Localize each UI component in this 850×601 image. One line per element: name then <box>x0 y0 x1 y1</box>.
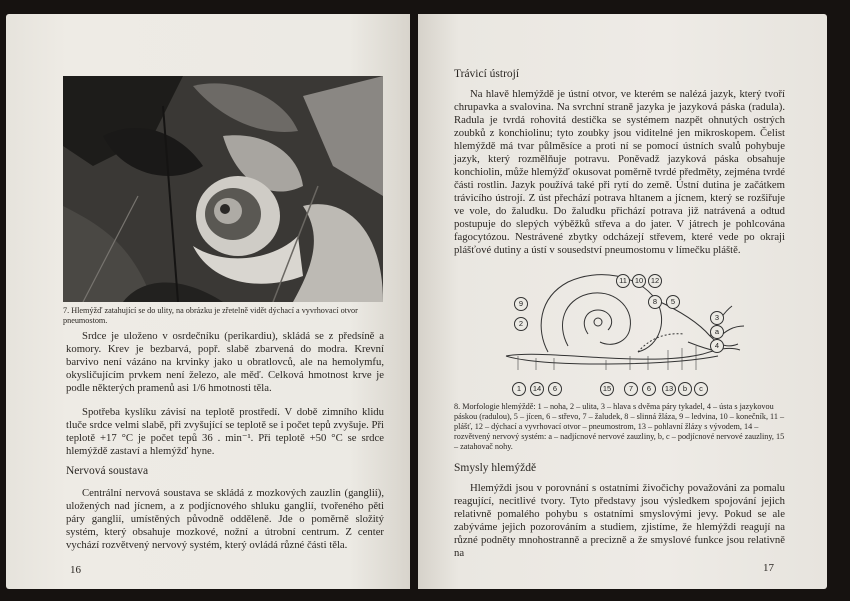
diagram-label-2: 2 <box>514 317 528 331</box>
snail-photo-image <box>63 76 383 302</box>
diagram-label-15: 15 <box>600 382 614 396</box>
heading-smysly: Smysly hlemýždě <box>454 462 537 474</box>
diagram-label-b: b <box>678 382 692 396</box>
diagram-label-9: 9 <box>514 297 528 311</box>
diagram-label-8: 8 <box>648 295 662 309</box>
page-number-left: 16 <box>70 564 81 576</box>
paragraph-travici: Na hlavě hlemýždě je ústní otvor, ve kterém se nalézá jazyk, který tvoří chrupavka a svalovina. Na svrchní straně jazyka je jazyková páska (radula). Radula je tvrdá rohovitá destička se systémem nazpět ohnutých ostrých zoubků z konchiolinu; tyto zoubky jsou viditelné jen mikroskopem. Čelist hlemýždě má tvar půlměsíce a proti ní se pomocí ústních svalů pohybuje jazyk, který rozmělňuje potravu. Poněvadž jazyková páska obsahuje konchiolin, může hlemýžď okusovat poměrně tvrdé předměty, zejména tvrdé části rostlin. Jazyk používá také při rytí do země. Ústní dutina je začátkem trávicího ústrojí. Z úst přechází potrava hltanem a jícnem, který se rozšiřuje ve vole, do žaludku. Do žaludku přichází potrava již natrávená a odtud postupuje do slepých výběžků střeva a do jater. V játrech je pohlcována fagocytózou. Nestrávené zbytky odcházejí střevem, které vede po okraji plášťové dutiny a ústí v sousedství pneumostomu v límečku pláště. <box>454 88 785 256</box>
diagram-label-10: 10 <box>632 274 646 288</box>
diagram-label-6a: 6 <box>548 382 562 396</box>
diagram-label-14: 14 <box>530 382 544 396</box>
paragraph-smysly: Hlemýždi jsou v porovnání s ostatními živočichy považováni za pomalu reagující, necitlivé tvory. Tyto představy jsou výsledkem spojování jejich relativně pomalého pohybu s ostatními smyslovými jevy. Pokud se ale zabýváme jejich pozorováním a studiem, zjistíme, že hlemýždi reagují na různé podněty mnohostranně a precizně a že smyslové funkce jsou relativně na <box>454 482 785 559</box>
paragraph-srdce: Srdce je uloženo v osrdečníku (perikardiu), skládá se z předsíně a komory. Krev je bezbarvá, popř. slabě zbarvená do modra. Krevní barvivo není vázáno na krvinky jako u obratlovců, ale na hemolymfu, okysličujícím prvkem není železo, ale měď. Celková hmotnost krve je podle některých pramenů asi 1/6 hmotnosti těla. <box>66 330 384 394</box>
page-number-right: 17 <box>763 562 774 574</box>
diagram-label-12: 12 <box>648 274 662 288</box>
snail-photo <box>63 76 383 302</box>
diagram-label-13: 13 <box>662 382 676 396</box>
diagram-label-11: 11 <box>616 274 630 288</box>
diagram-label-5: 5 <box>666 295 680 309</box>
left-page <box>6 14 410 589</box>
right-page <box>418 14 827 589</box>
diagram-label-7: 7 <box>624 382 638 396</box>
paragraph-nervova: Centrální nervová soustava se skládá z mozkových zauzlin (ganglií), uložených nad jícnem, a z podjícnového shluku ganglií, tvořeného pěti páry ganglií, umístěných původně odděleně. Jde o poměrně složitý systém, který obsahuje mozkové, nožní a útrobní centrum. Z center vychází rozvětvený nervový systém, který ovládá různé části těla. <box>66 487 384 551</box>
diagram-label-a: a <box>710 325 724 339</box>
figure-caption: 8. Morfologie hlemýždě: 1 – noha, 2 – ulita, 3 – hlava s dvěma páry tykadel, 4 – ústa s jazykovou páskou (radulou), 5 – jícen, 6 – střevo, 7 – žaludek, 8 – slinná žláza, 9 – ledvina, 10 – konečník, 11 – plášť, 12 – dýchací a vyvrhovací otvor – pneumostrom, 13 – pohlavní žlázy s vývodem, 14 – rozvětvený nervový systém: a – nadjícnové nervové zauzliny, b, c – podjícnové nervové zauzliny, 15 – zatahovač nohy. <box>454 402 785 451</box>
heading-travici-ustroji: Trávicí ústrojí <box>454 68 520 80</box>
heading-nervova-soustava: Nervová soustava <box>66 465 149 477</box>
diagram-label-c: c <box>694 382 708 396</box>
diagram-label-1: 1 <box>512 382 526 396</box>
paragraph-spotreba: Spotřeba kyslíku závisí na teplotě prostředí. V době zimního klidu tluče srdce velmi slabě, při zvyšující se teplotě se i počet tepů zvyšuje. Při teplotě +17 °C je počet tepů 36 . min⁻¹. Při teplotě +50 °C se srdce hlemýždě zastaví a hlemýžď hyne. <box>66 406 384 457</box>
photo-caption: 7. Hlemýžď zatahující se do ulity, na obrázku je zřetelně vidět dýchací a vyvrhovací otvor pneumostom. <box>63 306 358 325</box>
diagram-label-6b: 6 <box>642 382 656 396</box>
diagram-label-3: 3 <box>710 311 724 325</box>
diagram-label-4: 4 <box>710 339 724 353</box>
